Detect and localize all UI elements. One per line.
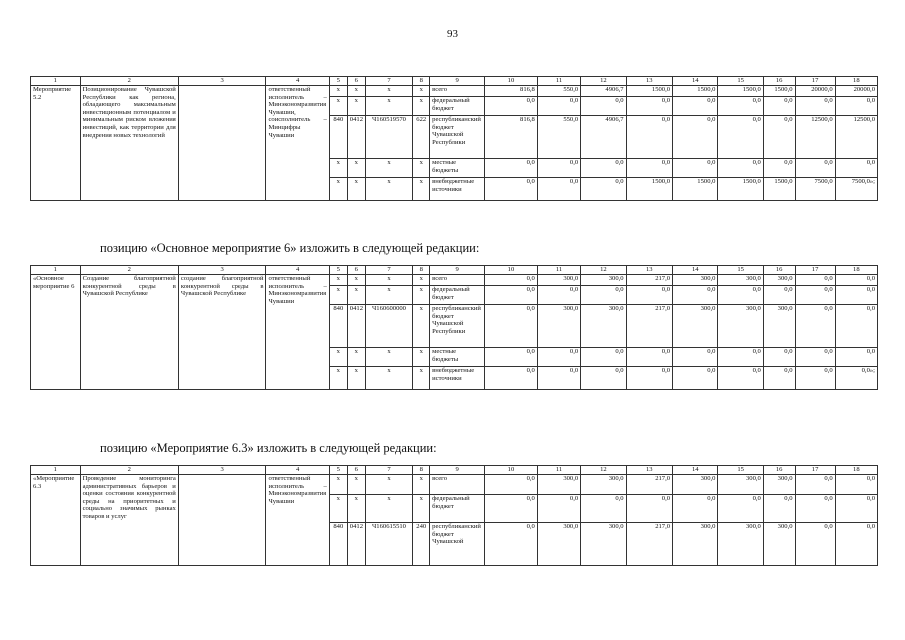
ministry-code: 840 xyxy=(329,116,347,159)
column-number: 2 xyxy=(80,266,178,275)
funding-source: всего xyxy=(430,475,485,495)
target-code: x xyxy=(365,275,413,286)
column-number: 17 xyxy=(795,466,835,475)
column-number: 12 xyxy=(581,466,626,475)
year-amount: 0,0 xyxy=(718,116,763,159)
year-amount: 217,0 xyxy=(626,475,672,495)
column-number: 8 xyxy=(413,466,430,475)
column-number: 6 xyxy=(347,266,365,275)
ministry-code: x xyxy=(329,178,347,201)
year-amount: 1500,0 xyxy=(673,86,718,97)
ministry-code: x xyxy=(329,275,347,286)
column-number: 13 xyxy=(626,266,672,275)
ministry-code: x xyxy=(329,348,347,367)
expense-type-code: x xyxy=(413,495,430,523)
year-amount: 0,0 xyxy=(485,275,538,286)
column-number: 10 xyxy=(485,77,538,86)
column-number-row xyxy=(31,77,878,86)
target-code: x xyxy=(365,495,413,523)
column-number: 15 xyxy=(718,466,763,475)
year-amount: 0,0 xyxy=(485,159,538,178)
funding-row xyxy=(31,275,878,286)
ministry-code: x xyxy=(329,86,347,97)
expense-type-code: x xyxy=(413,178,430,201)
target-code: Ч160615510 xyxy=(365,523,413,566)
year-amount: 0,0 xyxy=(581,178,626,201)
column-number-row xyxy=(31,266,878,275)
activity-name-cell: Проведение мониторинга административных барьеров и оценки состояния конкурентной среды на приоритетных и социально значимых рынках товаров и услуг xyxy=(80,475,178,566)
year-amount: 20000,0 xyxy=(795,86,835,97)
goal-cell xyxy=(178,86,266,201)
column-number: 3 xyxy=(178,466,266,475)
year-amount: 0,0 xyxy=(673,495,718,523)
section-heading-main-activity-6: позицию «Основное мероприятие 6» изложить в следующей редакции: xyxy=(100,241,480,255)
column-number: 3 xyxy=(178,77,266,86)
year-amount: 0,0 xyxy=(795,286,835,305)
year-amount: 0,0 xyxy=(718,367,763,390)
year-amount: 0,0 xyxy=(537,286,580,305)
column-number: 1 xyxy=(31,266,81,275)
ministry-code: x xyxy=(329,159,347,178)
year-amount: 20000,0 xyxy=(835,86,877,97)
column-number: 16 xyxy=(763,466,795,475)
year-amount: 1500,0 xyxy=(718,178,763,201)
column-number: 4 xyxy=(266,266,329,275)
funding-source: республиканский бюджет Чувашской Республики xyxy=(430,116,485,159)
year-amount: 300,0 xyxy=(718,475,763,495)
activity-name-cell: Позиционирование Чувашской Республики как региона, обладающего максимальным инвестиционным потенциалом и минимальным риском вложения инвестиций, как территории для внедрения новых технологий xyxy=(80,86,178,201)
funding-source: внебюджетные источники xyxy=(430,178,485,201)
section-code: 0412 xyxy=(347,116,365,159)
year-amount: 0,0 xyxy=(485,178,538,201)
executor-cell: ответственный исполнитель – Минэкономразвития Чувашии xyxy=(266,475,329,566)
activity-cell: «Мероприятие 6.3 xyxy=(31,475,81,566)
executor-cell: ответственный исполнитель – Минэкономразвития Чувашии xyxy=(266,275,329,390)
year-amount: 0,0 xyxy=(718,348,763,367)
column-number: 9 xyxy=(430,266,485,275)
year-amount: 300,0 xyxy=(673,275,718,286)
year-amount: 0,0 xyxy=(763,286,795,305)
target-code: x xyxy=(365,475,413,495)
year-amount: 300,0 xyxy=(537,475,580,495)
goal-cell xyxy=(178,475,266,566)
year-amount: 300,0 xyxy=(537,305,580,348)
year-amount: 300,0 xyxy=(673,305,718,348)
column-number: 17 xyxy=(795,266,835,275)
section-code: x xyxy=(347,97,365,116)
year-amount: 1500,0 xyxy=(673,178,718,201)
target-code: Ч160519570 xyxy=(365,116,413,159)
year-amount: 0,0 xyxy=(718,495,763,523)
year-amount: 1500,0 xyxy=(626,86,672,97)
executor-cell: ответственный исполнитель – Минэкономразвития Чувашии, соисполнитель – Минцифры Чувашии xyxy=(266,86,329,201)
section-code: x xyxy=(347,275,365,286)
funding-source: местные бюджеты xyxy=(430,348,485,367)
funding-source: федеральный бюджет xyxy=(430,97,485,116)
year-amount: 0,0 xyxy=(673,97,718,116)
year-amount: 300,0 xyxy=(718,523,763,566)
year-amount: 0,0 xyxy=(835,275,877,286)
section-code: x xyxy=(347,367,365,390)
target-code: x xyxy=(365,97,413,116)
column-number: 10 xyxy=(485,266,538,275)
year-amount: 0,0 xyxy=(537,178,580,201)
page-number: 93 xyxy=(447,28,458,40)
column-number: 14 xyxy=(673,77,718,86)
year-amount: 0,0 xyxy=(795,159,835,178)
year-amount: 300,0 xyxy=(673,523,718,566)
column-number: 17 xyxy=(795,77,835,86)
column-number: 8 xyxy=(413,266,430,275)
year-amount: 0,0 xyxy=(795,348,835,367)
section-code: x xyxy=(347,348,365,367)
budget-table-activity-6-3 xyxy=(30,465,878,566)
expense-type-code: 622 xyxy=(413,116,430,159)
column-number: 12 xyxy=(581,266,626,275)
year-amount: 0,0 xyxy=(795,305,835,348)
column-number: 14 xyxy=(673,466,718,475)
year-amount: 0,0 xyxy=(626,97,672,116)
funding-source: республиканский бюджет Чувашской Республики xyxy=(430,305,485,348)
target-code: x xyxy=(365,348,413,367)
year-amount: 300,0 xyxy=(537,275,580,286)
year-amount: 12500,0 xyxy=(835,116,877,159)
year-amount: 217,0 xyxy=(626,523,672,566)
year-amount: 1500,0 xyxy=(626,178,672,201)
year-amount: 0,0 xyxy=(763,116,795,159)
column-number: 1 xyxy=(31,466,81,475)
year-amount: 0,0 xyxy=(485,305,538,348)
year-amount: 0,0 xyxy=(835,305,877,348)
column-number: 18 xyxy=(835,466,877,475)
column-number: 5 xyxy=(329,466,347,475)
year-amount: 300,0 xyxy=(537,523,580,566)
year-amount: 0,0 xyxy=(763,159,795,178)
year-amount: 7500,0 xyxy=(795,178,835,201)
year-amount: 0,0 xyxy=(626,159,672,178)
goal-cell: создание благоприятной конкурентной среды в Чувашской Республике xyxy=(178,275,266,390)
year-amount: 0,0»; xyxy=(835,367,877,390)
column-number: 4 xyxy=(266,466,329,475)
year-amount: 0,0 xyxy=(795,495,835,523)
year-amount: 550,0 xyxy=(537,116,580,159)
year-amount: 300,0 xyxy=(581,305,626,348)
year-amount: 1500,0 xyxy=(718,86,763,97)
year-amount: 300,0 xyxy=(718,305,763,348)
expense-type-code: x xyxy=(413,475,430,495)
expense-type-code: x xyxy=(413,286,430,305)
year-amount: 4906,7 xyxy=(581,86,626,97)
column-number: 10 xyxy=(485,466,538,475)
column-number: 12 xyxy=(581,77,626,86)
funding-source: республиканский бюджет Чувашской xyxy=(430,523,485,566)
year-amount: 0,0 xyxy=(626,495,672,523)
year-amount: 0,0 xyxy=(835,159,877,178)
year-amount: 1500,0 xyxy=(763,86,795,97)
ministry-code: x xyxy=(329,97,347,116)
year-amount: 300,0 xyxy=(763,523,795,566)
year-amount: 0,0 xyxy=(581,495,626,523)
column-number: 13 xyxy=(626,466,672,475)
column-number: 7 xyxy=(365,77,413,86)
section-code: 0412 xyxy=(347,523,365,566)
ministry-code: 840 xyxy=(329,305,347,348)
section-code: x xyxy=(347,178,365,201)
funding-source: всего xyxy=(430,275,485,286)
section-code: x xyxy=(347,475,365,495)
funding-source: федеральный бюджет xyxy=(430,495,485,523)
year-amount: 0,0 xyxy=(581,367,626,390)
section-code: x xyxy=(347,86,365,97)
year-amount: 7500,0»; xyxy=(835,178,877,201)
year-amount: 0,0 xyxy=(763,348,795,367)
year-amount: 0,0 xyxy=(763,367,795,390)
year-amount: 0,0 xyxy=(795,367,835,390)
year-amount: 0,0 xyxy=(673,159,718,178)
year-amount: 0,0 xyxy=(537,97,580,116)
ministry-code: 840 xyxy=(329,523,347,566)
column-number: 15 xyxy=(718,77,763,86)
year-amount: 0,0 xyxy=(795,97,835,116)
expense-type-code: 240 xyxy=(413,523,430,566)
year-amount: 816,8 xyxy=(485,86,538,97)
year-amount: 0,0 xyxy=(485,495,538,523)
column-number: 2 xyxy=(80,77,178,86)
year-amount: 0,0 xyxy=(626,348,672,367)
year-amount: 0,0 xyxy=(673,286,718,305)
year-amount: 0,0 xyxy=(835,97,877,116)
column-number: 18 xyxy=(835,266,877,275)
year-amount: 300,0 xyxy=(763,305,795,348)
column-number: 11 xyxy=(537,266,580,275)
target-code: x xyxy=(365,159,413,178)
year-amount: 0,0 xyxy=(626,116,672,159)
column-number: 9 xyxy=(430,466,485,475)
funding-row xyxy=(31,475,878,495)
activity-cell: «Основное мероприятие 6 xyxy=(31,275,81,390)
column-number: 5 xyxy=(329,77,347,86)
expense-type-code: x xyxy=(413,275,430,286)
ministry-code: x xyxy=(329,495,347,523)
year-amount: 0,0 xyxy=(581,159,626,178)
year-amount: 0,0 xyxy=(581,348,626,367)
year-amount: 0,0 xyxy=(537,159,580,178)
year-amount: 816,8 xyxy=(485,116,538,159)
funding-source: всего xyxy=(430,86,485,97)
year-amount: 4906,7 xyxy=(581,116,626,159)
year-amount: 300,0 xyxy=(673,475,718,495)
year-amount: 217,0 xyxy=(626,305,672,348)
year-amount: 0,0 xyxy=(485,523,538,566)
column-number: 3 xyxy=(178,266,266,275)
budget-table-activity-5-2 xyxy=(30,76,878,201)
year-amount: 0,0 xyxy=(795,523,835,566)
year-amount: 550,0 xyxy=(537,86,580,97)
column-number: 6 xyxy=(347,466,365,475)
target-code: x xyxy=(365,286,413,305)
funding-source: федеральный бюджет xyxy=(430,286,485,305)
column-number: 2 xyxy=(80,466,178,475)
year-amount: 0,0 xyxy=(835,495,877,523)
column-number: 11 xyxy=(537,466,580,475)
section-code: x xyxy=(347,286,365,305)
year-amount: 0,0 xyxy=(626,286,672,305)
year-amount: 0,0 xyxy=(485,367,538,390)
year-amount: 300,0 xyxy=(581,523,626,566)
section-code: x xyxy=(347,159,365,178)
year-amount: 0,0 xyxy=(795,475,835,495)
expense-type-code: x xyxy=(413,348,430,367)
year-amount: 0,0 xyxy=(673,367,718,390)
expense-type-code: x xyxy=(413,159,430,178)
year-amount: 0,0 xyxy=(835,523,877,566)
expense-type-code: x xyxy=(413,86,430,97)
year-amount: 0,0 xyxy=(485,348,538,367)
year-amount: 0,0 xyxy=(718,159,763,178)
year-amount: 0,0 xyxy=(763,97,795,116)
year-amount: 0,0 xyxy=(581,286,626,305)
ministry-code: x xyxy=(329,367,347,390)
year-amount: 0,0 xyxy=(718,97,763,116)
column-number: 18 xyxy=(835,77,877,86)
year-amount: 300,0 xyxy=(763,275,795,286)
expense-type-code: x xyxy=(413,305,430,348)
year-amount: 0,0 xyxy=(673,116,718,159)
column-number: 9 xyxy=(430,77,485,86)
activity-name-cell: Создание благоприятной конкурентной среды в Чувашской Республике xyxy=(80,275,178,390)
year-amount: 1500,0 xyxy=(763,178,795,201)
year-amount: 0,0 xyxy=(795,275,835,286)
column-number: 16 xyxy=(763,266,795,275)
year-amount: 0,0 xyxy=(581,97,626,116)
activity-cell: Мероприятие 5.2 xyxy=(31,86,81,201)
year-amount: 0,0 xyxy=(485,286,538,305)
column-number-row xyxy=(31,466,878,475)
target-code: x xyxy=(365,367,413,390)
ministry-code: x xyxy=(329,475,347,495)
column-number: 8 xyxy=(413,77,430,86)
year-amount: 217,0 xyxy=(626,275,672,286)
column-number: 1 xyxy=(31,77,81,86)
year-amount: 0,0 xyxy=(673,348,718,367)
year-amount: 0,0 xyxy=(485,475,538,495)
expense-type-code: x xyxy=(413,367,430,390)
ministry-code: x xyxy=(329,286,347,305)
section-code: 0412 xyxy=(347,305,365,348)
expense-type-code: x xyxy=(413,97,430,116)
column-number: 4 xyxy=(266,77,329,86)
budget-table-main-activity-6 xyxy=(30,265,878,390)
year-amount: 0,0 xyxy=(537,348,580,367)
year-amount: 0,0 xyxy=(537,495,580,523)
year-amount: 300,0 xyxy=(581,275,626,286)
year-amount: 0,0 xyxy=(485,97,538,116)
year-amount: 0,0 xyxy=(626,367,672,390)
year-amount: 0,0 xyxy=(763,495,795,523)
funding-source: местные бюджеты xyxy=(430,159,485,178)
funding-row xyxy=(31,86,878,97)
year-amount: 0,0 xyxy=(835,348,877,367)
column-number: 16 xyxy=(763,77,795,86)
column-number: 14 xyxy=(673,266,718,275)
target-code: x xyxy=(365,178,413,201)
column-number: 11 xyxy=(537,77,580,86)
year-amount: 0,0 xyxy=(537,367,580,390)
year-amount: 0,0 xyxy=(718,286,763,305)
target-code: Ч160600000 xyxy=(365,305,413,348)
year-amount: 12500,0 xyxy=(795,116,835,159)
column-number: 13 xyxy=(626,77,672,86)
year-amount: 0,0 xyxy=(835,286,877,305)
column-number: 5 xyxy=(329,266,347,275)
year-amount: 0,0 xyxy=(835,475,877,495)
year-amount: 300,0 xyxy=(763,475,795,495)
column-number: 15 xyxy=(718,266,763,275)
section-heading-activity-6-3: позицию «Мероприятие 6.3» изложить в следующей редакции: xyxy=(100,441,437,455)
target-code: x xyxy=(365,86,413,97)
column-number: 7 xyxy=(365,466,413,475)
year-amount: 300,0 xyxy=(718,275,763,286)
column-number: 6 xyxy=(347,77,365,86)
funding-source: внебюджетные источники xyxy=(430,367,485,390)
section-code: x xyxy=(347,495,365,523)
column-number: 7 xyxy=(365,266,413,275)
year-amount: 300,0 xyxy=(581,475,626,495)
